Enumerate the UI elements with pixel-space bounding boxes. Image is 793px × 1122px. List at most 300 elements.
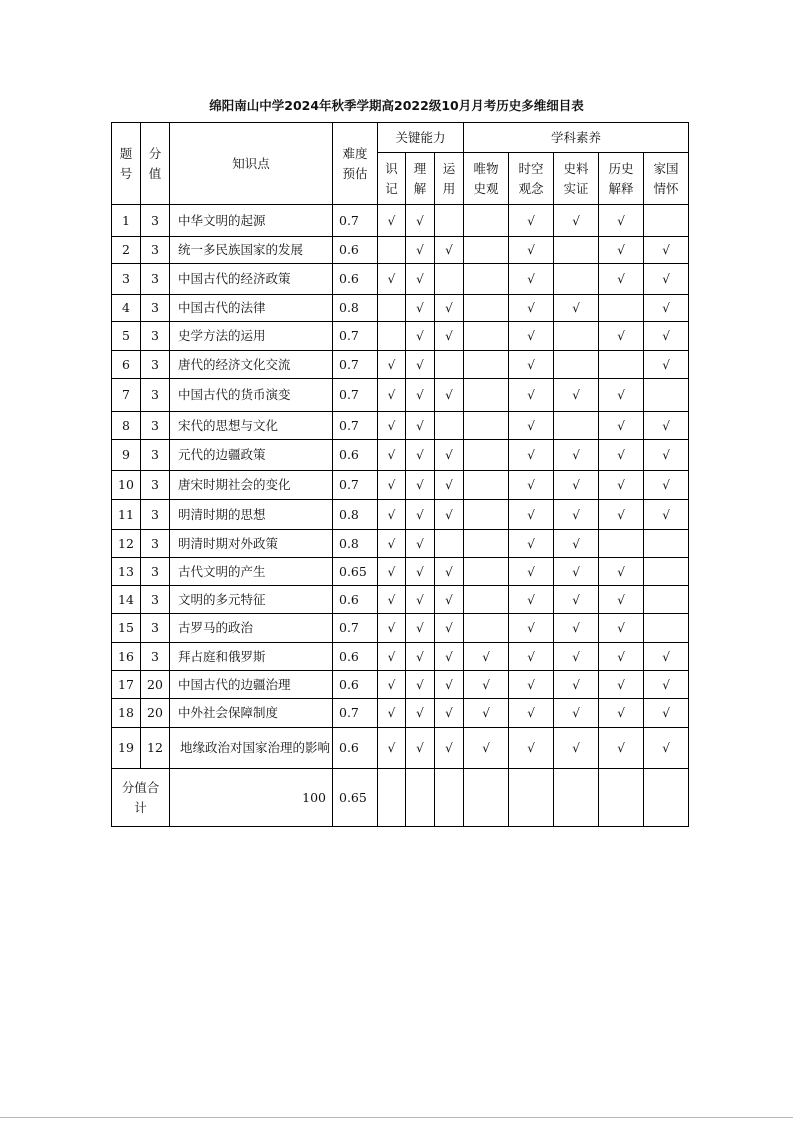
check-mark: √ xyxy=(572,706,580,720)
check-cell xyxy=(406,699,435,728)
knowledge-point-cell: 中国古代的货币演变 xyxy=(170,379,333,412)
check-mark: √ xyxy=(387,272,396,286)
check-mark: √ xyxy=(527,564,535,579)
check-cell xyxy=(435,295,464,322)
check-mark: √ xyxy=(445,706,453,720)
check-cell xyxy=(406,237,435,264)
check-cell xyxy=(435,728,464,769)
check-mark: √ xyxy=(527,621,535,635)
difficulty-cell: 0.6 xyxy=(333,237,378,264)
knowledge-point-cell: 明清时期的思想 xyxy=(170,500,333,530)
table-row xyxy=(112,351,689,379)
question-no-cell: 4 xyxy=(112,295,141,322)
check-cell xyxy=(435,500,464,530)
header-literacy-col: 家国情怀 xyxy=(644,153,689,205)
score-cell: 3 xyxy=(141,412,170,440)
check-mark: √ xyxy=(387,649,396,664)
check-mark: √ xyxy=(387,478,396,492)
table-row xyxy=(112,586,689,614)
check-cell xyxy=(464,471,509,500)
table-row xyxy=(112,500,689,530)
check-mark: √ xyxy=(387,507,396,522)
total-empty-cell xyxy=(644,769,689,827)
question-no-cell: 17 xyxy=(112,671,141,699)
page-title: 绵阳南山中学2024年秋季学期高2022级10月月考历史多维细目表 xyxy=(209,98,584,113)
check-cell xyxy=(435,440,464,471)
check-mark: √ xyxy=(662,741,670,755)
check-cell xyxy=(464,264,509,295)
check-cell xyxy=(644,586,689,614)
check-cell xyxy=(378,530,406,558)
check-mark: √ xyxy=(482,741,490,755)
check-mark: √ xyxy=(617,706,625,720)
check-mark: √ xyxy=(527,388,535,402)
check-mark: √ xyxy=(617,564,625,579)
score-cell: 20 xyxy=(141,699,170,728)
check-cell xyxy=(554,728,599,769)
check-cell xyxy=(406,322,435,351)
question-no-cell: 6 xyxy=(112,351,141,379)
score-cell: 3 xyxy=(141,440,170,471)
knowledge-point-cell: 宋代的思想与文化 xyxy=(170,412,333,440)
question-no-cell: 9 xyxy=(112,440,141,471)
difficulty-cell: 0.8 xyxy=(333,530,378,558)
check-cell xyxy=(406,530,435,558)
question-no-cell: 10 xyxy=(112,471,141,500)
check-mark: √ xyxy=(527,329,535,343)
knowledge-point-cell: 元代的边疆政策 xyxy=(170,440,333,471)
check-mark: √ xyxy=(416,621,424,635)
check-mark: √ xyxy=(416,741,424,755)
check-mark: √ xyxy=(416,272,424,286)
check-cell xyxy=(435,586,464,614)
check-mark: √ xyxy=(416,213,424,228)
total-empty-cell xyxy=(435,769,464,827)
check-cell xyxy=(554,530,599,558)
check-cell xyxy=(509,500,554,530)
check-cell xyxy=(599,351,644,379)
check-cell xyxy=(464,379,509,412)
difficulty-cell: 0.7 xyxy=(333,322,378,351)
check-cell xyxy=(435,351,464,379)
check-mark: √ xyxy=(416,329,424,343)
table-row xyxy=(112,322,689,351)
difficulty-cell: 0.7 xyxy=(333,412,378,440)
difficulty-cell: 0.6 xyxy=(333,671,378,699)
check-cell xyxy=(554,440,599,471)
total-empty-cell xyxy=(378,769,406,827)
difficulty-cell: 0.7 xyxy=(333,379,378,412)
check-cell xyxy=(599,440,644,471)
check-cell xyxy=(554,412,599,440)
check-cell xyxy=(378,643,406,671)
check-mark: √ xyxy=(617,741,625,755)
check-cell xyxy=(464,614,509,643)
knowledge-point-cell: 唐宋时期社会的变化 xyxy=(170,471,333,500)
check-cell xyxy=(464,728,509,769)
check-mark: √ xyxy=(445,621,453,635)
check-cell xyxy=(644,295,689,322)
check-cell xyxy=(464,500,509,530)
detail-table xyxy=(111,122,689,827)
check-mark: √ xyxy=(527,649,535,664)
total-row xyxy=(112,769,689,827)
check-cell xyxy=(378,558,406,586)
check-mark: √ xyxy=(662,448,670,462)
score-cell: 3 xyxy=(141,379,170,412)
check-mark: √ xyxy=(617,418,625,433)
table-body xyxy=(112,205,689,769)
check-mark: √ xyxy=(572,507,580,522)
total-label: 分值合计 xyxy=(112,769,170,827)
check-mark: √ xyxy=(445,649,453,664)
check-mark: √ xyxy=(527,301,535,315)
check-cell xyxy=(554,295,599,322)
question-no-cell: 15 xyxy=(112,614,141,643)
page-bottom-rule xyxy=(0,1117,793,1118)
check-cell xyxy=(554,322,599,351)
check-cell xyxy=(644,530,689,558)
check-mark: √ xyxy=(527,536,535,551)
question-no-cell: 3 xyxy=(112,264,141,295)
score-cell: 3 xyxy=(141,558,170,586)
question-no-cell: 1 xyxy=(112,205,141,237)
check-cell xyxy=(599,699,644,728)
check-mark: √ xyxy=(662,478,670,492)
check-cell xyxy=(435,614,464,643)
check-cell xyxy=(509,264,554,295)
check-mark: √ xyxy=(617,478,625,492)
header-ability-col: 识记 xyxy=(378,153,406,205)
check-mark: √ xyxy=(445,388,453,402)
table-row xyxy=(112,237,689,264)
check-cell xyxy=(599,471,644,500)
check-cell xyxy=(378,699,406,728)
check-cell xyxy=(406,440,435,471)
check-cell xyxy=(644,264,689,295)
check-mark: √ xyxy=(617,621,625,635)
check-cell xyxy=(509,471,554,500)
total-empty-cell xyxy=(599,769,644,827)
check-mark: √ xyxy=(445,741,453,755)
check-cell xyxy=(378,440,406,471)
table-row xyxy=(112,295,689,322)
knowledge-point-cell: 明清时期对外政策 xyxy=(170,530,333,558)
check-cell xyxy=(554,699,599,728)
score-cell: 3 xyxy=(141,264,170,295)
check-mark: √ xyxy=(662,677,670,692)
table-row xyxy=(112,558,689,586)
check-mark: √ xyxy=(527,592,535,607)
check-cell xyxy=(644,379,689,412)
check-cell xyxy=(378,237,406,264)
check-mark: √ xyxy=(387,621,396,635)
table-row xyxy=(112,471,689,500)
check-mark: √ xyxy=(416,592,424,607)
check-mark: √ xyxy=(527,418,535,433)
check-cell xyxy=(599,530,644,558)
check-mark: √ xyxy=(387,741,396,755)
check-mark: √ xyxy=(527,213,535,228)
question-no-cell: 14 xyxy=(112,586,141,614)
check-mark: √ xyxy=(662,357,670,372)
table-row xyxy=(112,205,689,237)
knowledge-point-cell: 统一多民族国家的发展 xyxy=(170,237,333,264)
check-mark: √ xyxy=(527,357,535,372)
check-cell xyxy=(406,614,435,643)
check-cell xyxy=(406,351,435,379)
check-cell xyxy=(509,379,554,412)
check-cell xyxy=(599,379,644,412)
header-literacy-col: 唯物史观 xyxy=(464,153,509,205)
check-mark: √ xyxy=(445,329,453,343)
check-cell xyxy=(644,728,689,769)
check-mark: √ xyxy=(572,592,580,607)
check-cell xyxy=(406,205,435,237)
question-no-cell: 5 xyxy=(112,322,141,351)
check-mark: √ xyxy=(527,478,535,492)
check-cell xyxy=(599,264,644,295)
check-mark: √ xyxy=(572,741,580,755)
header-difficulty: 难度预估 xyxy=(333,123,378,205)
check-cell xyxy=(378,614,406,643)
check-mark: √ xyxy=(662,418,670,433)
check-mark: √ xyxy=(572,213,580,228)
check-cell xyxy=(464,643,509,671)
check-cell xyxy=(554,237,599,264)
check-mark: √ xyxy=(572,388,580,402)
table-row xyxy=(112,440,689,471)
check-cell xyxy=(435,205,464,237)
question-no-cell: 11 xyxy=(112,500,141,530)
check-mark: √ xyxy=(617,243,625,257)
check-mark: √ xyxy=(445,564,453,579)
check-mark: √ xyxy=(662,507,670,522)
check-mark: √ xyxy=(416,536,424,551)
difficulty-cell: 0.7 xyxy=(333,614,378,643)
check-mark: √ xyxy=(617,448,625,462)
check-cell xyxy=(509,671,554,699)
question-no-cell: 12 xyxy=(112,530,141,558)
difficulty-cell: 0.7 xyxy=(333,699,378,728)
check-cell xyxy=(644,440,689,471)
table-row xyxy=(112,728,689,769)
check-cell xyxy=(464,530,509,558)
check-cell xyxy=(509,440,554,471)
check-cell xyxy=(554,558,599,586)
check-cell xyxy=(509,351,554,379)
check-mark: √ xyxy=(617,388,625,402)
check-cell xyxy=(435,237,464,264)
table-row xyxy=(112,264,689,295)
check-cell xyxy=(435,558,464,586)
check-cell xyxy=(464,295,509,322)
check-mark: √ xyxy=(387,213,396,228)
difficulty-cell: 0.8 xyxy=(333,295,378,322)
header-literacy-col: 时空观念 xyxy=(509,153,554,205)
check-cell xyxy=(644,237,689,264)
score-cell: 3 xyxy=(141,586,170,614)
check-mark: √ xyxy=(527,448,535,462)
check-cell xyxy=(509,643,554,671)
check-cell xyxy=(509,237,554,264)
check-mark: √ xyxy=(387,592,396,607)
knowledge-point-cell: 中国古代的经济政策 xyxy=(170,264,333,295)
check-cell xyxy=(599,205,644,237)
check-mark: √ xyxy=(572,478,580,492)
check-cell xyxy=(554,500,599,530)
check-mark: √ xyxy=(416,649,424,664)
total-score: 100 xyxy=(170,769,333,827)
check-mark: √ xyxy=(662,272,670,286)
check-cell xyxy=(378,351,406,379)
question-no-cell: 7 xyxy=(112,379,141,412)
knowledge-point-cell: 史学方法的运用 xyxy=(170,322,333,351)
check-cell xyxy=(464,322,509,351)
table-row xyxy=(112,614,689,643)
check-mark: √ xyxy=(482,706,490,720)
check-mark: √ xyxy=(662,301,670,315)
score-cell: 3 xyxy=(141,322,170,351)
difficulty-cell: 0.6 xyxy=(333,643,378,671)
check-mark: √ xyxy=(445,478,453,492)
check-mark: √ xyxy=(445,592,453,607)
check-cell xyxy=(599,671,644,699)
total-empty-cell xyxy=(509,769,554,827)
check-mark: √ xyxy=(617,507,625,522)
check-mark: √ xyxy=(416,388,424,402)
check-cell xyxy=(509,295,554,322)
check-cell xyxy=(644,614,689,643)
header-key-ability: 关键能力 xyxy=(378,123,464,153)
check-mark: √ xyxy=(416,357,424,372)
check-cell xyxy=(464,412,509,440)
knowledge-point-cell: 中华文明的起源 xyxy=(170,205,333,237)
difficulty-cell: 0.7 xyxy=(333,471,378,500)
check-cell xyxy=(406,379,435,412)
check-cell xyxy=(644,351,689,379)
check-mark: √ xyxy=(662,329,670,343)
check-cell xyxy=(509,699,554,728)
check-cell xyxy=(406,412,435,440)
check-mark: √ xyxy=(387,418,396,433)
check-cell xyxy=(435,643,464,671)
check-cell xyxy=(644,643,689,671)
table-row xyxy=(112,643,689,671)
check-mark: √ xyxy=(662,706,670,720)
score-cell: 3 xyxy=(141,205,170,237)
check-cell xyxy=(509,558,554,586)
check-mark: √ xyxy=(445,301,453,315)
check-cell xyxy=(464,671,509,699)
check-cell xyxy=(644,322,689,351)
check-cell xyxy=(435,471,464,500)
check-cell xyxy=(599,614,644,643)
score-cell: 3 xyxy=(141,295,170,322)
score-cell: 3 xyxy=(141,643,170,671)
knowledge-point-cell: 拜占庭和俄罗斯 xyxy=(170,643,333,671)
check-mark: √ xyxy=(617,272,625,286)
check-cell xyxy=(378,412,406,440)
check-cell xyxy=(599,643,644,671)
check-cell xyxy=(406,471,435,500)
check-cell xyxy=(378,322,406,351)
check-mark: √ xyxy=(617,592,625,607)
check-mark: √ xyxy=(617,213,625,228)
difficulty-cell: 0.8 xyxy=(333,500,378,530)
check-cell xyxy=(378,671,406,699)
header-question-no: 题号 xyxy=(112,123,141,205)
check-cell xyxy=(406,728,435,769)
check-mark: √ xyxy=(445,507,453,522)
check-mark: √ xyxy=(387,388,396,402)
check-cell xyxy=(554,671,599,699)
header-ability-col: 运用 xyxy=(435,153,464,205)
header-literacy: 学科素养 xyxy=(464,123,689,153)
table-row xyxy=(112,412,689,440)
check-cell xyxy=(509,322,554,351)
check-cell xyxy=(644,671,689,699)
check-mark: √ xyxy=(572,564,580,579)
header-literacy-col: 史料实证 xyxy=(554,153,599,205)
table-row xyxy=(112,379,689,412)
check-cell xyxy=(378,471,406,500)
question-no-cell: 13 xyxy=(112,558,141,586)
check-mark: √ xyxy=(387,564,396,579)
check-cell xyxy=(644,471,689,500)
check-mark: √ xyxy=(416,507,424,522)
check-cell xyxy=(378,205,406,237)
check-mark: √ xyxy=(387,536,396,551)
check-cell xyxy=(435,530,464,558)
check-cell xyxy=(644,500,689,530)
check-cell xyxy=(378,500,406,530)
total-empty-cell xyxy=(464,769,509,827)
check-cell xyxy=(378,728,406,769)
check-cell xyxy=(406,671,435,699)
knowledge-point-cell: 古代文明的产生 xyxy=(170,558,333,586)
check-cell xyxy=(644,205,689,237)
difficulty-cell: 0.6 xyxy=(333,586,378,614)
check-cell xyxy=(406,643,435,671)
score-cell: 3 xyxy=(141,471,170,500)
check-cell xyxy=(406,500,435,530)
question-no-cell: 18 xyxy=(112,699,141,728)
check-cell xyxy=(644,412,689,440)
knowledge-point-cell: 文明的多元特征 xyxy=(170,586,333,614)
check-mark: √ xyxy=(572,448,580,462)
check-cell xyxy=(644,699,689,728)
check-mark: √ xyxy=(482,649,490,664)
knowledge-point-cell: 唐代的经济文化交流 xyxy=(170,351,333,379)
check-cell xyxy=(435,412,464,440)
knowledge-point-cell: 古罗马的政治 xyxy=(170,614,333,643)
check-cell xyxy=(378,586,406,614)
check-cell xyxy=(464,237,509,264)
knowledge-point-cell: 地缘政治对国家治理的影响 xyxy=(170,728,333,769)
check-mark: √ xyxy=(387,706,396,720)
score-cell: 3 xyxy=(141,237,170,264)
question-no-cell: 8 xyxy=(112,412,141,440)
check-cell xyxy=(435,699,464,728)
score-cell: 3 xyxy=(141,351,170,379)
check-cell xyxy=(406,295,435,322)
check-cell xyxy=(435,322,464,351)
check-cell xyxy=(378,379,406,412)
check-cell xyxy=(464,351,509,379)
check-mark: √ xyxy=(387,448,396,462)
check-mark: √ xyxy=(482,677,490,692)
